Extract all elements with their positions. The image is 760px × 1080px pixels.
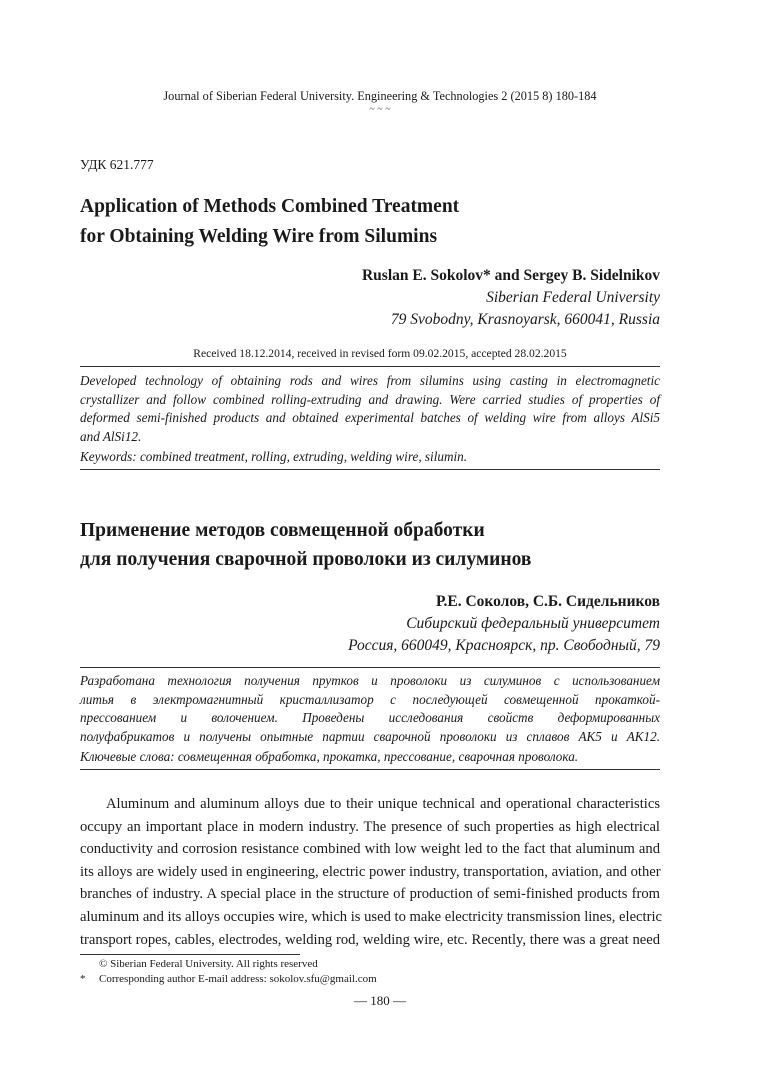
address: 79 Svobodny, Krasnoyarsk, 660041, Russia bbox=[390, 311, 660, 328]
english-authors: Ruslan E. Sokolov* and Sergey B. Sidelnikov bbox=[361, 267, 660, 284]
divider bbox=[80, 667, 660, 668]
divider bbox=[80, 769, 660, 770]
journal-header: Journal of Siberian Federal University. Engineering & Technologies 2 (2015 8) 180-184 bbox=[163, 89, 597, 103]
body-paragraph bbox=[80, 793, 660, 951]
divider bbox=[80, 366, 660, 367]
abstract-line: crystallizer and follow combined rolling-extruding and drawing. Were carried studies of properties of bbox=[80, 391, 660, 407]
abstract-line: литья в электромагнитный кристаллизатор с последующей совмещенной прокаткой- bbox=[80, 691, 660, 707]
abstract-line: Developed technology of obtaining rods and wires from silumins using casting in electromagnetic bbox=[80, 373, 660, 388]
abstract-line: deformed semi-finished products and obtained experimental batches of welding wire from alloys AlSi5 bbox=[80, 410, 660, 425]
affiliation: Siberian Federal University bbox=[486, 289, 660, 306]
udk-code: УДК 621.777 bbox=[80, 157, 154, 172]
page-number: — 180 — bbox=[354, 993, 406, 1008]
footnote-mark: * bbox=[80, 973, 86, 985]
russian-authors: Р.Е. Соколов, С.Б. Сидельников bbox=[435, 593, 660, 610]
english-keywords: Keywords: combined treatment, rolling, extruding, welding wire, silumin. bbox=[80, 449, 468, 464]
abstract-line: полуфабрикатов и получены опытные партии сварочной проволоки из сплавов АК5 и АК12. bbox=[80, 728, 660, 744]
title-line: для получения сварочной проволоки из силуминов bbox=[80, 549, 532, 570]
russian-title bbox=[80, 516, 660, 574]
footnote-rule bbox=[80, 954, 300, 955]
body-line: occupy an important place in modern industry. The presence of such properties as high electrical bbox=[80, 818, 660, 835]
abstract-line: Разработана технология получения прутков и проволоки из силуминов с использованием bbox=[80, 673, 660, 688]
russian-affiliation bbox=[80, 613, 660, 657]
title-line: for Obtaining Welding Wire from Silumins bbox=[80, 226, 438, 247]
body-line: transport ropes, cables, electrodes, welding rod, welding wire, etc. Recently, there was a great need bbox=[80, 931, 660, 948]
divider bbox=[80, 469, 660, 470]
header-ornament: ~ ~ ~ bbox=[369, 104, 391, 115]
body-line: aluminum and its alloys occupies wire, which is used to make electricity transmission lines, electric bbox=[80, 908, 662, 925]
abstract-line: and AlSi12. bbox=[80, 428, 142, 444]
english-title bbox=[80, 192, 660, 252]
copyright-footnote: © Siberian Federal University. All rights reserved bbox=[99, 958, 318, 970]
title-line: Application of Methods Combined Treatment bbox=[80, 196, 460, 217]
russian-keywords: Ключевые слова: совмещенная обработка, прокатка, прессование, сварочная проволока. bbox=[80, 749, 579, 764]
body-line: its alloys are widely used in engineering, electric power industry, transportation, aviation, and other bbox=[80, 863, 661, 880]
english-affiliation bbox=[80, 287, 660, 331]
body-line: Aluminum and aluminum alloys due to their unique technical and operational characteristics bbox=[106, 796, 660, 812]
corresponding-author-footnote: Corresponding author E-mail address: sokolov.sfu@gmail.com bbox=[99, 973, 377, 985]
title-line: Применение методов совмещенной обработки bbox=[80, 520, 485, 541]
body-line: conductivity and corrosion resistance combined with low weight led to the fact that aluminum and bbox=[80, 841, 660, 858]
russian-abstract bbox=[80, 672, 660, 746]
body-line: branches of industry. A special place in the structure of production of semi-finished products from bbox=[80, 886, 660, 903]
affiliation: Сибирский федеральный университет bbox=[406, 615, 660, 632]
received-dates: Received 18.12.2014, received in revised form 09.02.2015, accepted 28.02.2015 bbox=[193, 347, 567, 360]
address: Россия, 660049, Красноярск, пр. Свободный, 79 bbox=[348, 637, 660, 654]
english-abstract bbox=[80, 372, 660, 446]
abstract-line: прессованием и волочением. Проведены исследования свойств деформированных bbox=[80, 710, 660, 725]
